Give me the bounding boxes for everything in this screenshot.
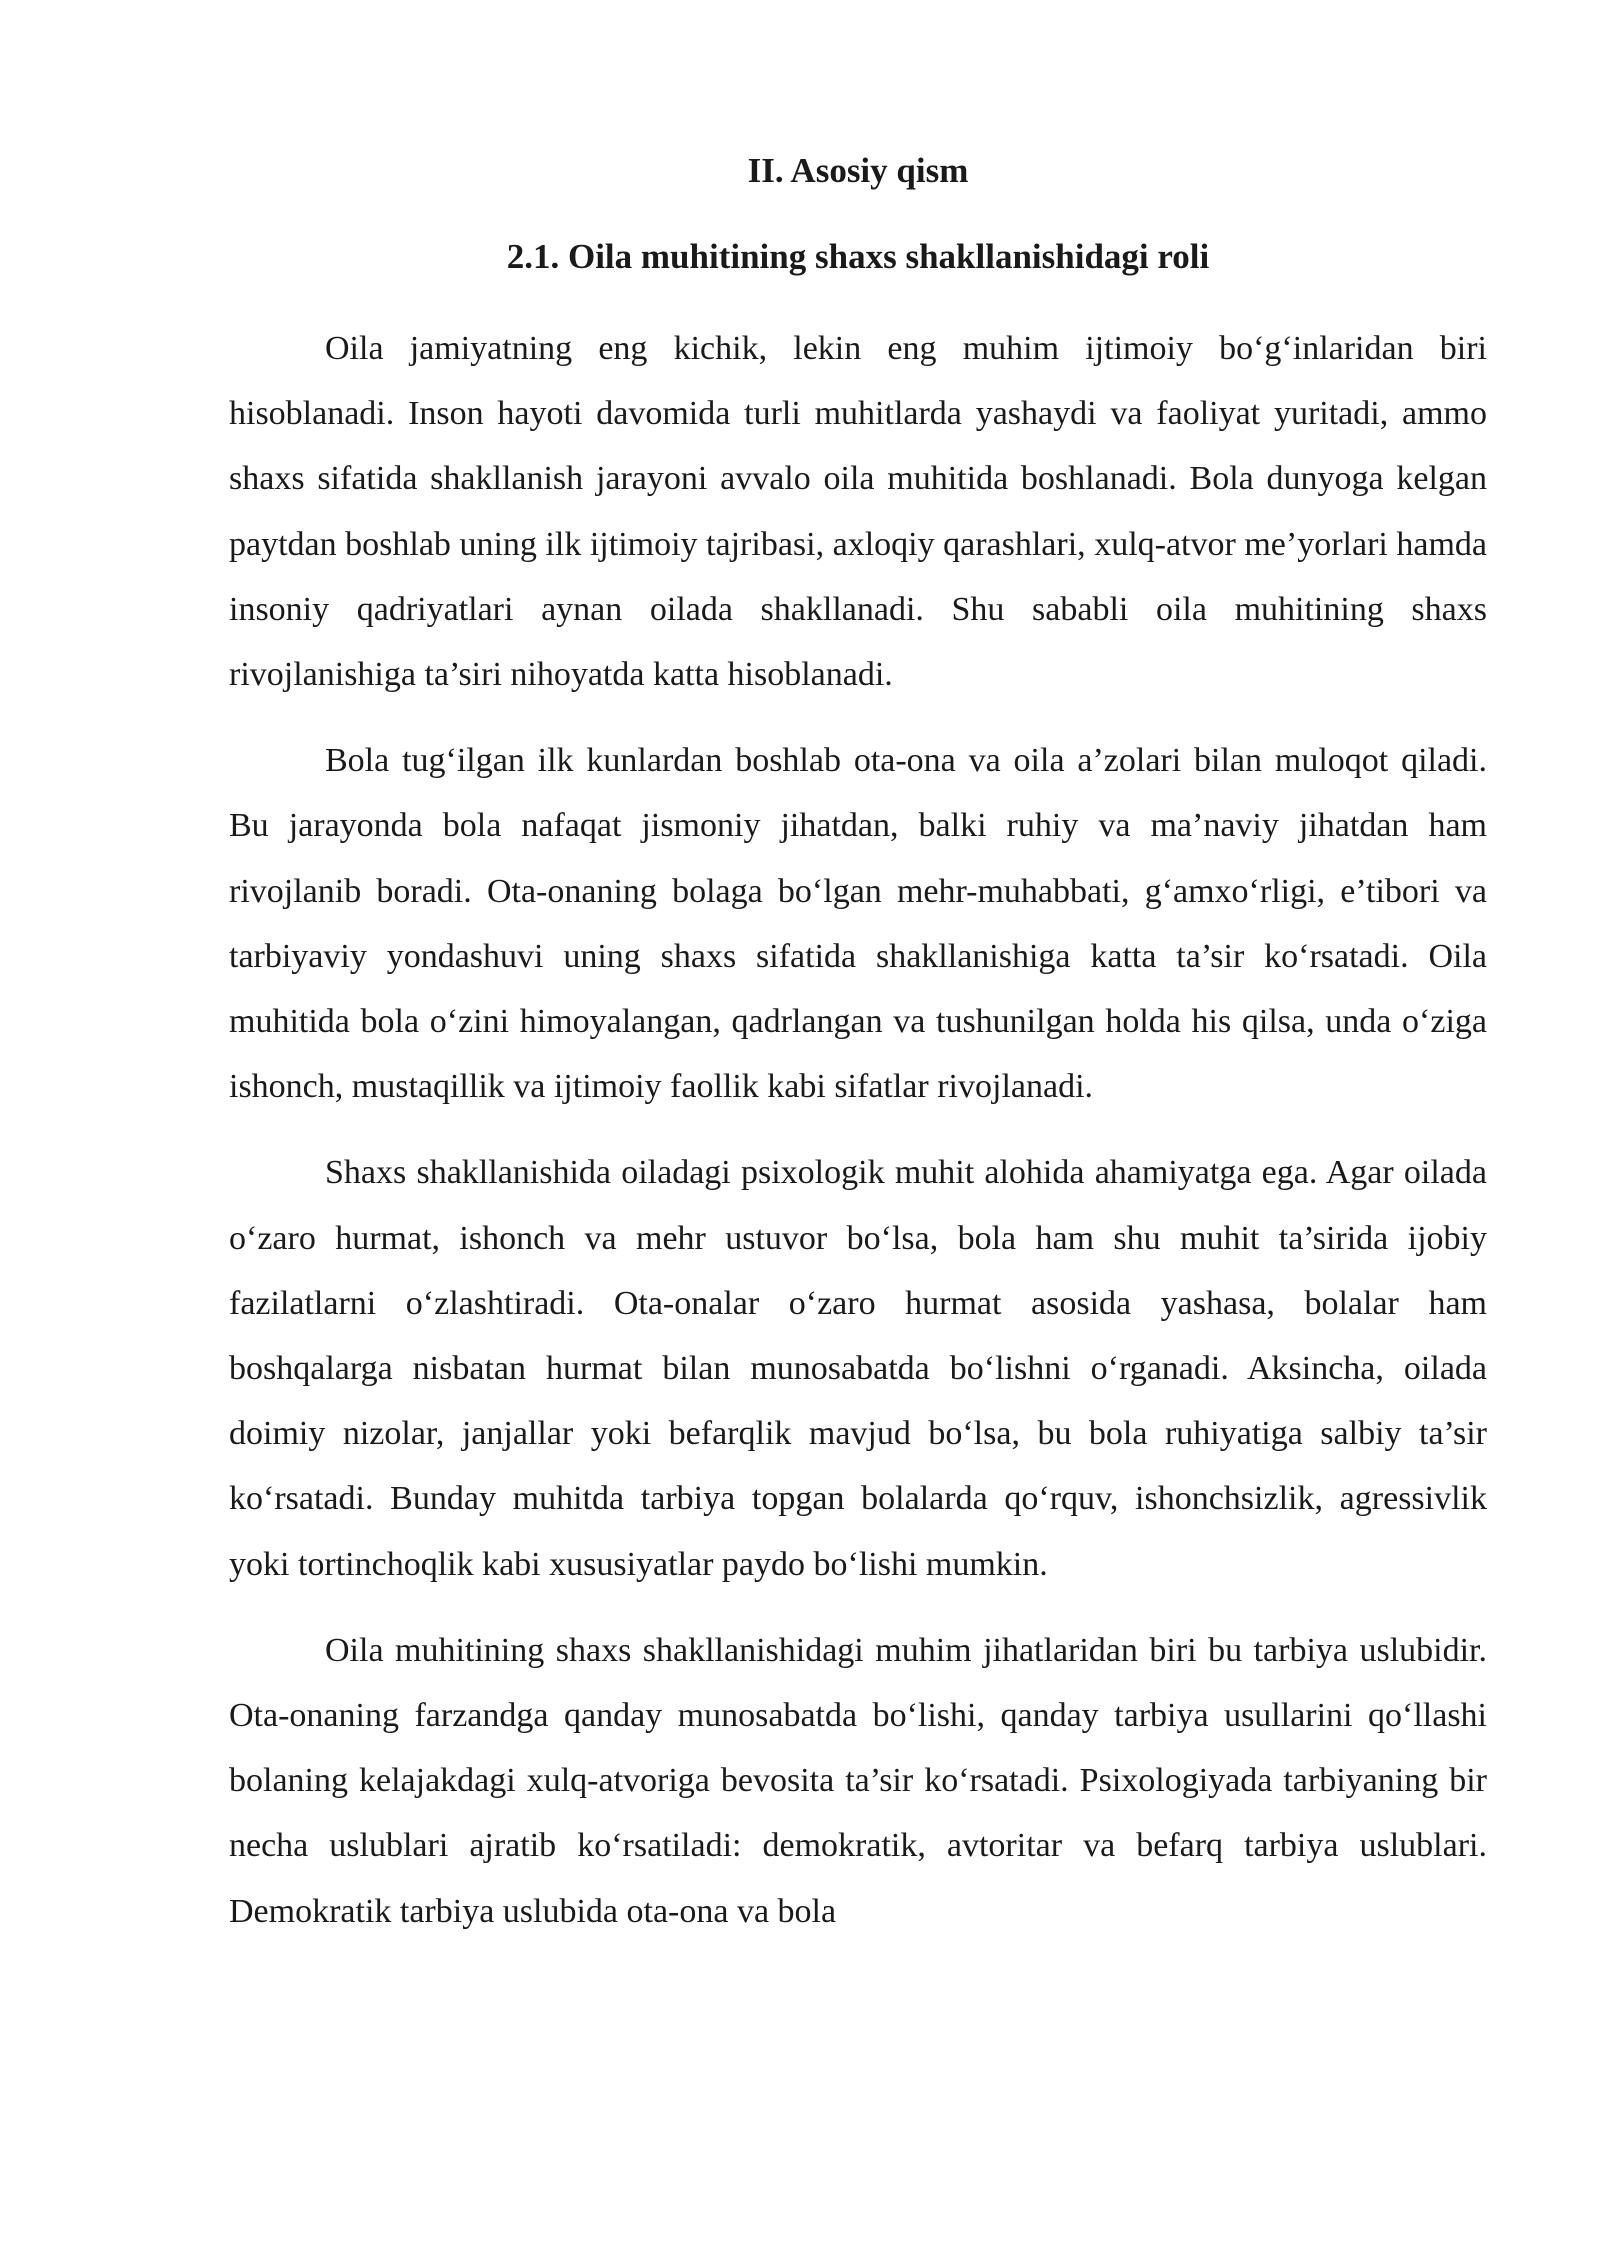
paragraph-4: Oila muhitining shaxs shakllanishidagi muhim jihatlaridan biri bu tarbiya uslubidir. Ota-onaning farzandga qanday munosabatda bo‘lishi, qanday tarbiya usullarini qo‘llashi bolaning kelajakdagi xulq-atvoriga bevosita ta’sir ko‘rsatadi. Psixologiyada tarbiyaning bir necha uslublari ajratib ko‘rsatiladi: demokratik, avtoritar va befarq tarbiya uslublari. Demokratik tarbiya uslubida ota-ona va bola — [229, 1631, 1487, 1930]
paragraph-3: Shaxs shakllanishida oiladagi psixologik muhit alohida ahamiyatga ega. Agar oilada o‘zaro hurmat, ishonch va mehr ustuvor bo‘lsa, bola ham shu muhit ta’sirida ijobiy fazilatlarni o‘zlashtiradi. Ota-onalar o‘zaro hurmat asosida yashasa, bolalar ham boshqalarga nisbatan hurmat bilan munosabatda bo‘lishni o‘rganadi. Aksincha, oilada doimiy nizolar, janjallar yoki befarqlik mavjud bo‘lsa, bu bola ruhiyatiga salbiy ta’sir ko‘rsatadi. Bunday muhitda tarbiya topgan bolalarda qo‘rquv, ishonchsizlik, agressivlik yoki tortinchoqlik kabi xususiyatlar paydo bo‘lishi mumkin. — [229, 1154, 1487, 1583]
body-text — [229, 316, 1487, 1944]
page-content — [229, 150, 1487, 1965]
section-title: II. Asosiy qism — [747, 151, 969, 190]
paragraph-2: Bola tug‘ilgan ilk kunlardan boshlab ota-ona va oila a’zolari bilan muloqot qiladi. Bu jarayonda bola nafaqat jismoniy jihatdan, balki ruhiy va ma’naviy jihatdan ham rivojlanib boradi. Ota-onaning bolaga bo‘lgan mehr-muhabbati, g‘amxo‘rligi, e’tibori va tarbiyaviy yondashuvi uning shaxs sifatida shakllanishiga katta ta’sir ko‘rsatadi. Oila muhitida bola o‘zini himoyalangan, qadrlangan va tushunilgan holda his qilsa, unda o‘ziga ishonch, mustaqillik va ijtimoiy faollik kabi sifatlar rivojlanadi. — [229, 742, 1487, 1106]
paragraph-1: Oila jamiyatning eng kichik, lekin eng muhim ijtimoiy bo‘g‘inlaridan biri hisoblanadi. Inson hayoti davomida turli muhitlarda yashaydi va faoliyat yuritadi, ammo shaxs sifatida shakllanish jarayoni avvalo oila muhitida boshlanadi. Bola dunyoga kelgan paytdan boshlab uning ilk ijtimoiy tajribasi, axloqiy qarashlari, xulq-atvor me’yorlari hamda insoniy qadriyatlari aynan oilada shakllanadi. Shu sababli oila muhitining shaxs rivojlanishiga ta’siri nihoyatda katta hisoblanadi. — [229, 330, 1487, 694]
subsection-title: 2.1. Oila muhitining shaxs shakllanishidagi roli — [506, 237, 1210, 276]
